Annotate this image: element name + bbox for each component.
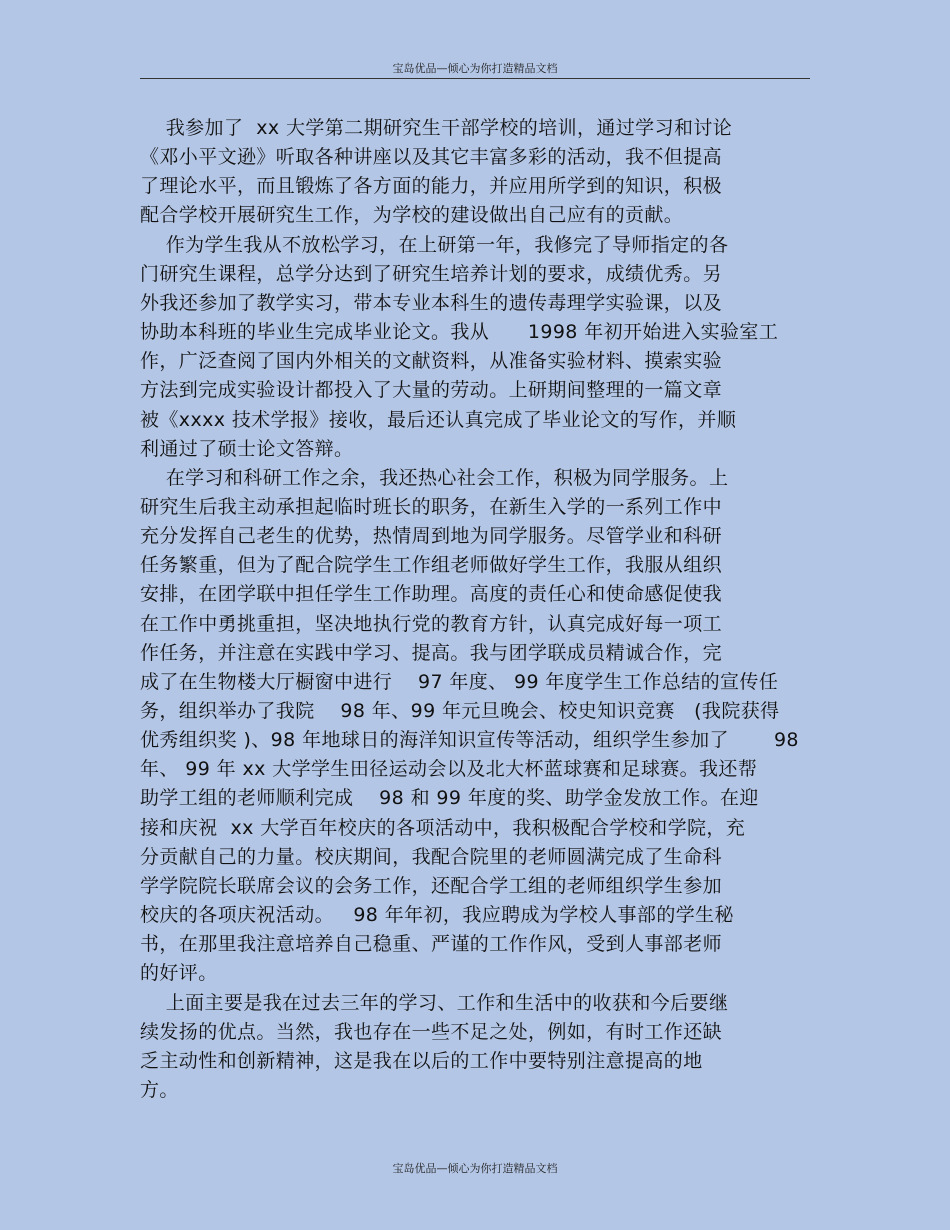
- body-line: 续发扬的优点。当然，我也存在一些不足之处，例如，有时工作还缺: [140, 1021, 723, 1043]
- body-line: 协助本科班的毕业生完成毕业论文。我从 1998 年初开始进入实验室工: [140, 321, 779, 343]
- body-line: 我参加了 xx 大学第二期研究生干部学校的培训，通过学习和讨论: [140, 117, 733, 139]
- body-line: 安排，在团学联中担任学生工作助理。高度的责任心和使命感促使我: [140, 583, 723, 605]
- body-line: 作为学生我从不放松学习，在上研第一年，我修完了导师指定的各: [140, 234, 729, 256]
- body-line: 的好评。: [140, 962, 218, 984]
- body-line: 作任务，并注意在实践中学习、提高。我与团学联成员精诚合作，完: [140, 642, 723, 664]
- header-divider: [140, 78, 810, 79]
- body-line: 被《xxxx 技术学报》接收，最后还认真完成了毕业论文的写作，并顺: [140, 409, 737, 431]
- page-footer: 宝岛优品—倾心为你打造精品文档: [392, 1162, 558, 1175]
- body-line: 年、 99 年 xx 大学学生田径运动会以及北大杯蓝球赛和足球赛。我还帮: [140, 758, 758, 780]
- body-line: 任务繁重，但为了配合院学生工作组老师做好学生工作，我服从组织: [140, 554, 723, 576]
- body-line: 了理论水平，而且锻炼了各方面的能力，并应用所学到的知识，积极: [140, 175, 723, 197]
- body-line: 作，广泛查阅了国内外相关的文献资料，从准备实验材料、摸索实验: [140, 350, 723, 372]
- body-line: 充分发挥自己老生的优势，热情周到地为同学服务。尽管学业和科研: [140, 525, 723, 547]
- body-line: 学学院院长联席会议的会务工作，还配合学工组的老师组织学生参加: [140, 875, 723, 897]
- body-line: 上面主要是我在过去三年的学习、工作和生活中的收获和今后要继: [140, 992, 729, 1014]
- body-line: 书，在那里我注意培养自己稳重、严谨的工作作风，受到人事部老师: [140, 933, 723, 955]
- body-line: 外我还参加了教学实习，带本专业本科生的遗传毒理学实验课，以及: [140, 292, 723, 314]
- body-line: 在工作中勇挑重担，坚决地执行党的教育方针，认真完成好每一项工: [140, 613, 723, 635]
- body-line: 分贡献自己的力量。校庆期间，我配合院里的老师圆满完成了生命科: [140, 846, 723, 868]
- body-line: 优秀组织奖 )、98 年地球日的海洋知识宣传等活动，组织学生参加了 98: [140, 729, 799, 751]
- body-line: 利通过了硕士论文答辩。: [140, 438, 354, 460]
- body-line: 方法到完成实验设计都投入了大量的劳动。上研期间整理的一篇文章: [140, 379, 723, 401]
- body-line: 配合学校开展研究生工作，为学校的建设做出自己应有的贡献。: [140, 204, 684, 226]
- page-header: 宝岛优品—倾心为你打造精品文档: [392, 62, 558, 75]
- body-line: 接和庆祝 xx 大学百年校庆的各项活动中，我积极配合学校和学院，充: [140, 817, 746, 839]
- body-line: 研究生后我主动承担起临时班长的职务，在新生入学的一系列工作中: [140, 496, 723, 518]
- body-line: 方。: [140, 1079, 179, 1101]
- body-line: 务，组织举办了我院 98 年、99 年元旦晚会、校史知识竞赛 (我院获得: [140, 700, 780, 722]
- body-line: 门研究生课程，总学分达到了研究生培养计划的要求，成绩优秀。另: [140, 263, 723, 285]
- body-line: 在学习和科研工作之余，我还热心社会工作，积极为同学服务。上: [140, 467, 729, 489]
- body-line: 《邓小平文逊》听取各种讲座以及其它丰富多彩的活动，我不但提高: [140, 146, 723, 168]
- body-line: 校庆的各项庆祝活动。 98 年年初，我应聘成为学校人事部的学生秘: [140, 904, 734, 926]
- body-line: 成了在生物楼大厅橱窗中进行 97 年度、 99 年度学生工作总结的宣传任: [140, 671, 779, 693]
- body-line: 乏主动性和创新精神，这是我在以后的工作中要特别注意提高的地: [140, 1050, 703, 1072]
- body-line: 助学工组的老师顺利完成 98 和 99 年度的奖、助学金发放工作。在迎: [140, 787, 759, 809]
